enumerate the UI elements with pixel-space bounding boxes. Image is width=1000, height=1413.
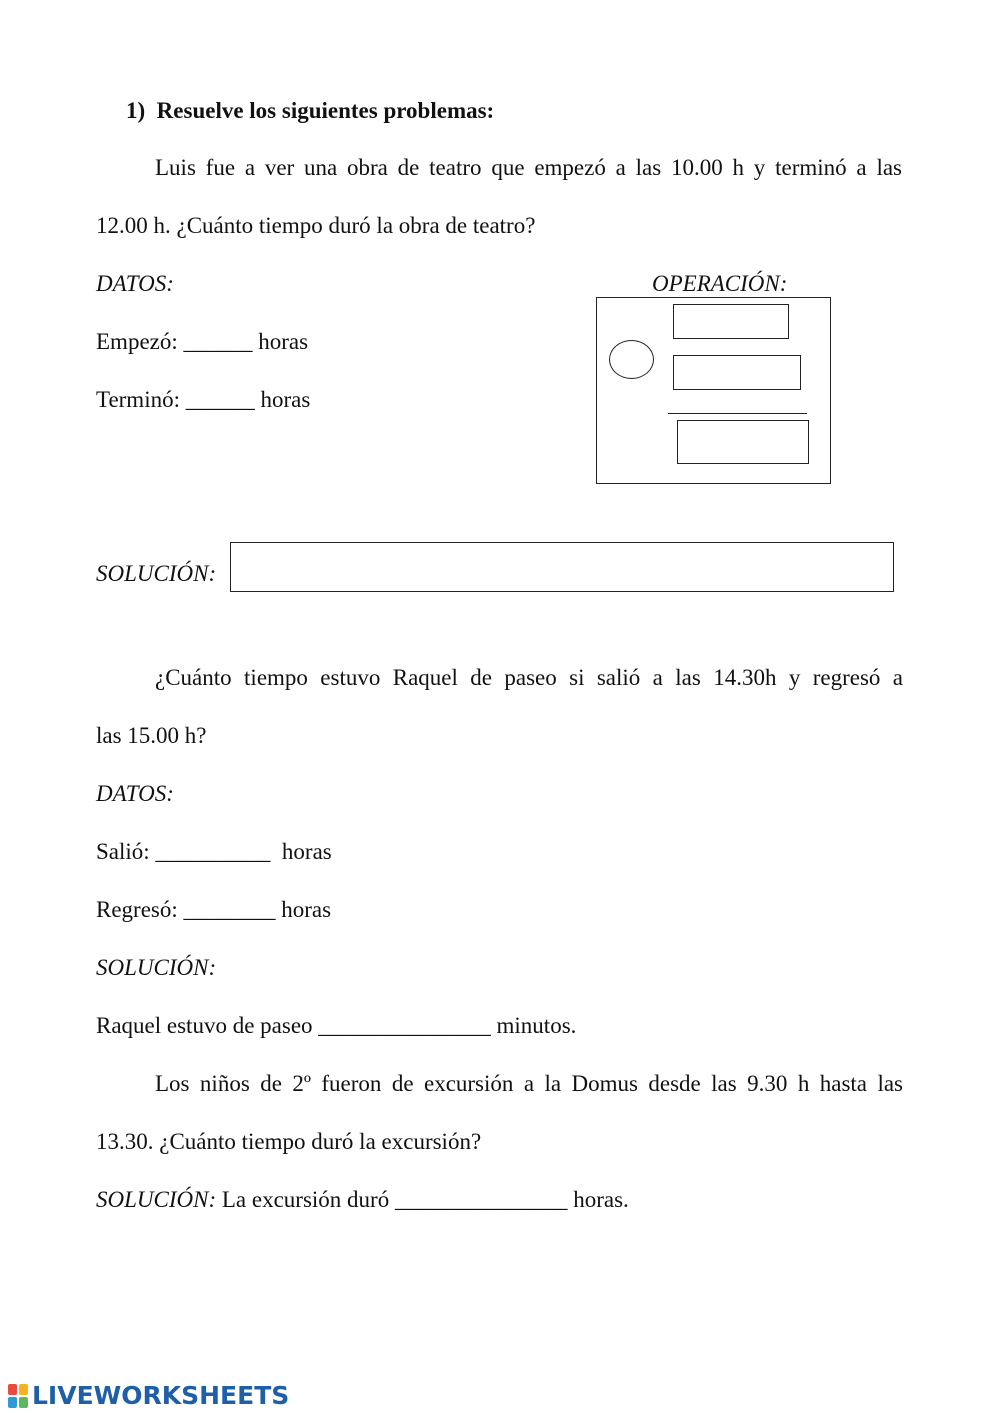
problem3-answer-row [96, 1186, 629, 1214]
returned-blank[interactable]: ________ [183, 897, 276, 922]
problem1-line1: Luis fue a ver una obra de teatro que empezó a las 10.00 h y terminó a las [155, 155, 902, 180]
heading-number: 1) [126, 98, 146, 123]
problem2-answer-prefix: Raquel estuvo de paseo [96, 1013, 313, 1038]
problem1-line2: 12.00 h. ¿Cuánto tiempo duró la obra de teatro? [96, 213, 536, 238]
started-unit: horas [258, 329, 309, 354]
problem2-line2: las 15.00 h? [96, 723, 207, 748]
ended-blank[interactable]: ______ [185, 387, 255, 412]
problem3-answer-blank[interactable]: _______________ [394, 1187, 568, 1212]
started-blank[interactable]: ______ [183, 329, 253, 354]
left-label: Salió: [96, 839, 150, 864]
returned-label: Regresó: [96, 897, 178, 922]
ended-label: Terminó: [96, 387, 180, 412]
operation-divider [668, 413, 807, 414]
liveworksheets-logo-icon [8, 1384, 28, 1408]
problem3-answer-suffix: horas. [573, 1187, 629, 1212]
operation-sign-input[interactable] [609, 340, 654, 379]
problem3-answer-prefix: La excursión duró [221, 1187, 390, 1212]
ended-unit: horas [260, 387, 311, 412]
problem2-datos-label: DATOS: [96, 781, 174, 806]
operation-result-input[interactable] [677, 420, 809, 464]
returned-unit: horas [281, 897, 332, 922]
started-label: Empezó: [96, 329, 178, 354]
problem1-operacion-label: OPERACIÓN: [652, 271, 788, 296]
problem2-left-row [96, 838, 332, 866]
problem2-returned-row [96, 896, 331, 924]
liveworksheets-brand: LIVEWORKSHEETS [32, 1381, 290, 1410]
problem1-solution-input[interactable] [230, 542, 894, 592]
problem3-solution-label: SOLUCIÓN: [96, 1187, 217, 1212]
problem2-answer-blank[interactable]: _______________ [318, 1013, 491, 1038]
heading [126, 97, 494, 125]
problem1-datos-label: DATOS: [96, 271, 174, 296]
left-blank[interactable]: __________ [155, 839, 271, 864]
problem3-line2: 13.30. ¿Cuánto tiempo duró la excursión? [96, 1129, 482, 1154]
problem2-line1: ¿Cuánto tiempo estuvo Raquel de paseo si salió a las 14.30h y regresó a [155, 665, 903, 690]
problem1-solution-label: SOLUCIÓN: [96, 561, 217, 586]
problem1-ended-row [96, 386, 310, 414]
left-unit: horas [281, 839, 332, 864]
liveworksheets-logo[interactable] [8, 1380, 289, 1412]
problem1-started-row [96, 328, 308, 356]
problem3-line1: Los niños de 2º fueron de excursión a la Domus desde las 9.30 h hasta las [155, 1071, 903, 1096]
problem2-solution-label: SOLUCIÓN: [96, 955, 217, 980]
operation-top-number-input[interactable] [673, 304, 789, 339]
problem2-answer-row [96, 1012, 576, 1040]
operation-bottom-number-input[interactable] [673, 355, 801, 390]
problem2-answer-suffix: minutos. [496, 1013, 577, 1038]
heading-text: Resuelve los siguientes problemas: [156, 98, 495, 123]
